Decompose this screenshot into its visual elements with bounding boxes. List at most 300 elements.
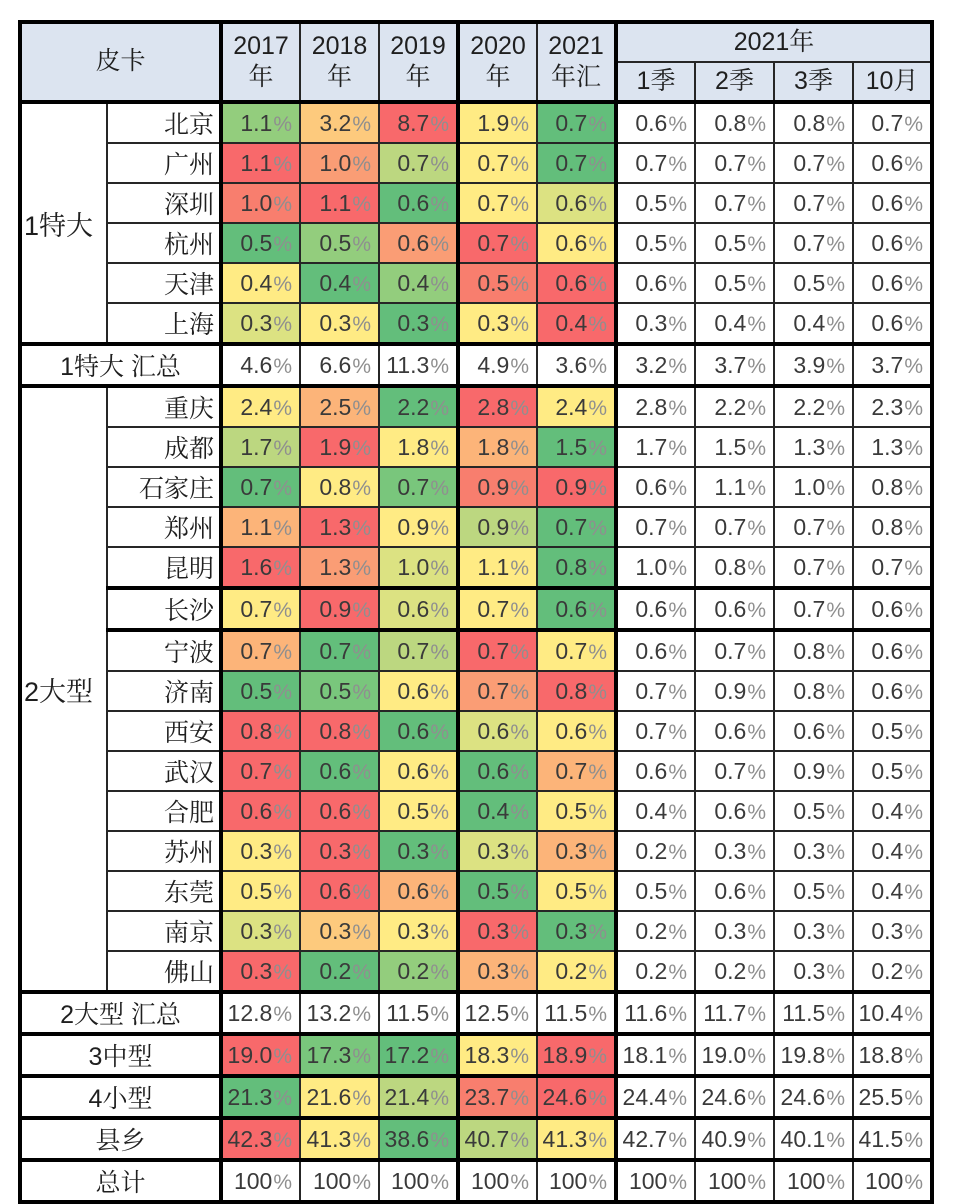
value-cell[interactable]: 0.3% bbox=[300, 303, 379, 344]
value-cell[interactable]: 0.6% bbox=[853, 183, 932, 223]
value-cell[interactable]: 0.6% bbox=[379, 871, 458, 911]
value-cell[interactable]: 1.8% bbox=[458, 427, 537, 467]
value-cell[interactable]: 10.4% bbox=[853, 992, 932, 1034]
table-title-cell[interactable]: 皮卡 bbox=[20, 22, 221, 102]
value-cell[interactable]: 0.6% bbox=[221, 791, 300, 831]
value-cell[interactable]: 1.1% bbox=[300, 183, 379, 223]
value-cell[interactable]: 13.2% bbox=[300, 992, 379, 1034]
value-cell[interactable]: 0.5% bbox=[221, 671, 300, 711]
value-cell[interactable]: 3.2% bbox=[616, 344, 695, 386]
value-cell[interactable]: 3.7% bbox=[695, 344, 774, 386]
value-cell[interactable]: 0.5% bbox=[695, 223, 774, 263]
value-cell[interactable]: 0.5% bbox=[774, 791, 853, 831]
value-cell[interactable]: 0.7% bbox=[458, 630, 537, 671]
value-cell[interactable]: 0.3% bbox=[300, 911, 379, 951]
value-cell[interactable]: 0.7% bbox=[616, 507, 695, 547]
value-cell[interactable]: 1.3% bbox=[300, 547, 379, 588]
city-label[interactable]: 武汉 bbox=[107, 751, 221, 791]
col-header-2020[interactable]: 2020年 bbox=[458, 22, 537, 102]
table-body bbox=[20, 102, 932, 1202]
value-cell[interactable]: 40.1% bbox=[774, 1118, 853, 1160]
city-label[interactable]: 深圳 bbox=[107, 183, 221, 223]
value-cell[interactable]: 2.4% bbox=[221, 386, 300, 427]
value-cell[interactable]: 2.8% bbox=[616, 386, 695, 427]
value-cell[interactable]: 0.5% bbox=[300, 223, 379, 263]
city-label[interactable]: 宁波 bbox=[107, 630, 221, 671]
value-cell[interactable]: 0.5% bbox=[853, 751, 932, 791]
table-row bbox=[20, 547, 932, 588]
value-cell[interactable]: 0.5% bbox=[616, 183, 695, 223]
value-cell[interactable]: 0.7% bbox=[379, 467, 458, 507]
value-cell[interactable]: 0.7% bbox=[537, 630, 616, 671]
value-cell[interactable]: 0.6% bbox=[379, 588, 458, 630]
value-cell[interactable]: 0.8% bbox=[695, 102, 774, 143]
value-cell[interactable]: 2.4% bbox=[537, 386, 616, 427]
value-cell[interactable]: 0.4% bbox=[853, 791, 932, 831]
value-cell[interactable]: 0.6% bbox=[379, 711, 458, 751]
value-cell[interactable]: 1.0% bbox=[616, 547, 695, 588]
city-label[interactable]: 南京 bbox=[107, 911, 221, 951]
value-cell[interactable]: 24.6% bbox=[695, 1076, 774, 1118]
value-cell[interactable]: 1.1% bbox=[221, 102, 300, 143]
value-cell[interactable]: 0.7% bbox=[695, 183, 774, 223]
summary-label[interactable]: 2大型 汇总 bbox=[20, 992, 221, 1034]
value-cell[interactable]: 0.6% bbox=[616, 467, 695, 507]
value-cell[interactable]: 0.3% bbox=[221, 303, 300, 344]
value-cell[interactable]: 0.7% bbox=[221, 467, 300, 507]
value-cell[interactable]: 0.3% bbox=[458, 951, 537, 992]
value-cell[interactable]: 40.7% bbox=[458, 1118, 537, 1160]
table-row bbox=[20, 671, 932, 711]
value-cell[interactable]: 0.8% bbox=[221, 711, 300, 751]
value-cell[interactable]: 0.6% bbox=[379, 751, 458, 791]
summary-label[interactable]: 县乡 bbox=[20, 1118, 221, 1160]
value-cell[interactable]: 1.9% bbox=[458, 102, 537, 143]
value-cell[interactable]: 0.6% bbox=[537, 263, 616, 303]
value-cell[interactable]: 11.3% bbox=[379, 344, 458, 386]
value-cell[interactable]: 0.3% bbox=[774, 831, 853, 871]
value-cell[interactable]: 0.8% bbox=[774, 102, 853, 143]
value-cell[interactable]: 2.2% bbox=[774, 386, 853, 427]
value-cell[interactable]: 0.7% bbox=[221, 588, 300, 630]
value-cell[interactable]: 0.2% bbox=[616, 951, 695, 992]
value-cell[interactable]: 0.9% bbox=[537, 467, 616, 507]
value-cell[interactable]: 11.5% bbox=[379, 992, 458, 1034]
value-cell[interactable]: 0.5% bbox=[300, 671, 379, 711]
value-cell[interactable]: 1.7% bbox=[221, 427, 300, 467]
value-cell[interactable]: 0.9% bbox=[458, 467, 537, 507]
col-header-2019[interactable]: 2019年 bbox=[379, 22, 458, 102]
value-cell[interactable]: 1.1% bbox=[458, 547, 537, 588]
value-cell[interactable]: 0.7% bbox=[300, 630, 379, 671]
value-cell[interactable]: 0.4% bbox=[379, 263, 458, 303]
value-cell[interactable]: 0.7% bbox=[853, 547, 932, 588]
value-cell[interactable]: 0.7% bbox=[537, 507, 616, 547]
summary-label[interactable]: 总计 bbox=[20, 1160, 221, 1202]
value-cell[interactable]: 0.8% bbox=[300, 467, 379, 507]
value-cell[interactable]: 0.8% bbox=[853, 467, 932, 507]
value-cell[interactable]: 0.6% bbox=[379, 223, 458, 263]
value-cell[interactable]: 0.7% bbox=[379, 143, 458, 183]
value-cell[interactable]: 21.6% bbox=[300, 1076, 379, 1118]
value-cell[interactable]: 0.6% bbox=[379, 671, 458, 711]
value-cell[interactable]: 41.5% bbox=[853, 1118, 932, 1160]
value-cell[interactable]: 0.9% bbox=[774, 751, 853, 791]
value-cell[interactable]: 0.5% bbox=[458, 263, 537, 303]
value-cell[interactable]: 17.2% bbox=[379, 1034, 458, 1076]
value-cell[interactable]: 2.2% bbox=[379, 386, 458, 427]
value-cell[interactable]: 1.5% bbox=[695, 427, 774, 467]
table-row bbox=[20, 102, 932, 143]
table-row bbox=[20, 911, 932, 951]
value-cell[interactable]: 0.4% bbox=[853, 831, 932, 871]
city-label[interactable]: 合肥 bbox=[107, 791, 221, 831]
col-header-q1[interactable]: 1季 bbox=[616, 62, 695, 102]
value-cell[interactable]: 1.6% bbox=[221, 547, 300, 588]
value-cell[interactable]: 40.9% bbox=[695, 1118, 774, 1160]
value-cell[interactable]: 0.7% bbox=[221, 751, 300, 791]
value-cell[interactable]: 0.4% bbox=[774, 303, 853, 344]
value-cell[interactable]: 0.7% bbox=[537, 751, 616, 791]
value-cell[interactable]: 0.7% bbox=[458, 223, 537, 263]
value-cell[interactable]: 11.5% bbox=[537, 992, 616, 1034]
value-cell[interactable]: 25.5% bbox=[853, 1076, 932, 1118]
table-row bbox=[20, 630, 932, 671]
value-cell[interactable]: 0.6% bbox=[853, 630, 932, 671]
value-cell[interactable]: 3.2% bbox=[300, 102, 379, 143]
value-cell[interactable]: 0.7% bbox=[695, 507, 774, 547]
value-cell[interactable]: 0.7% bbox=[616, 143, 695, 183]
table-row bbox=[20, 1118, 932, 1160]
value-cell[interactable]: 0.3% bbox=[458, 831, 537, 871]
value-cell[interactable]: 0.6% bbox=[853, 671, 932, 711]
summary-label[interactable]: 3中型 bbox=[20, 1034, 221, 1076]
col-header-2021ytd[interactable]: 2021年汇 bbox=[537, 22, 616, 102]
value-cell[interactable]: 0.8% bbox=[300, 711, 379, 751]
value-cell[interactable]: 0.6% bbox=[458, 711, 537, 751]
value-cell[interactable]: 0.2% bbox=[300, 951, 379, 992]
table-row bbox=[20, 223, 932, 263]
value-cell[interactable]: 0.6% bbox=[300, 871, 379, 911]
col-header-q3[interactable]: 3季 bbox=[774, 62, 853, 102]
value-cell[interactable]: 0.7% bbox=[458, 588, 537, 630]
value-cell[interactable]: 0.6% bbox=[616, 751, 695, 791]
value-cell[interactable]: 100% bbox=[458, 1160, 537, 1202]
value-cell[interactable]: 0.4% bbox=[300, 263, 379, 303]
value-cell[interactable]: 11.6% bbox=[616, 992, 695, 1034]
value-cell[interactable]: 100% bbox=[221, 1160, 300, 1202]
value-cell[interactable]: 4.6% bbox=[221, 344, 300, 386]
city-label[interactable]: 成都 bbox=[107, 427, 221, 467]
value-cell[interactable]: 0.6% bbox=[695, 711, 774, 751]
city-label[interactable]: 西安 bbox=[107, 711, 221, 751]
value-cell[interactable]: 0.8% bbox=[537, 671, 616, 711]
value-cell[interactable]: 0.2% bbox=[379, 951, 458, 992]
value-cell[interactable]: 0.6% bbox=[853, 143, 932, 183]
value-cell[interactable]: 3.6% bbox=[537, 344, 616, 386]
value-cell[interactable]: 0.5% bbox=[221, 223, 300, 263]
value-cell[interactable]: 100% bbox=[616, 1160, 695, 1202]
value-cell[interactable]: 0.7% bbox=[537, 143, 616, 183]
summary-label[interactable]: 1特大 汇总 bbox=[20, 344, 221, 386]
value-cell[interactable]: 0.6% bbox=[853, 588, 932, 630]
value-cell[interactable]: 0.7% bbox=[774, 223, 853, 263]
value-cell[interactable]: 0.7% bbox=[695, 751, 774, 791]
table-row bbox=[20, 751, 932, 791]
value-cell[interactable]: 2.5% bbox=[300, 386, 379, 427]
value-cell[interactable]: 41.3% bbox=[537, 1118, 616, 1160]
city-label[interactable]: 昆明 bbox=[107, 547, 221, 588]
value-cell[interactable]: 1.9% bbox=[300, 427, 379, 467]
city-label[interactable]: 长沙 bbox=[107, 588, 221, 630]
value-cell[interactable]: 0.3% bbox=[379, 831, 458, 871]
value-cell[interactable]: 0.5% bbox=[458, 871, 537, 911]
value-cell[interactable]: 0.6% bbox=[853, 263, 932, 303]
value-cell[interactable]: 3.7% bbox=[853, 344, 932, 386]
value-cell[interactable]: 0.2% bbox=[853, 951, 932, 992]
value-cell[interactable]: 0.6% bbox=[616, 588, 695, 630]
value-cell[interactable]: 2.8% bbox=[458, 386, 537, 427]
value-cell[interactable]: 1.7% bbox=[616, 427, 695, 467]
value-cell[interactable]: 1.3% bbox=[774, 427, 853, 467]
value-cell[interactable]: 0.8% bbox=[537, 547, 616, 588]
value-cell[interactable]: 0.6% bbox=[616, 630, 695, 671]
value-cell[interactable]: 19.0% bbox=[221, 1034, 300, 1076]
value-cell[interactable]: 17.3% bbox=[300, 1034, 379, 1076]
value-cell[interactable]: 100% bbox=[774, 1160, 853, 1202]
value-cell[interactable]: 0.8% bbox=[853, 507, 932, 547]
city-label[interactable]: 郑州 bbox=[107, 507, 221, 547]
col-header-2018[interactable]: 2018年 bbox=[300, 22, 379, 102]
city-label[interactable]: 佛山 bbox=[107, 951, 221, 992]
value-cell[interactable]: 2.2% bbox=[695, 386, 774, 427]
value-cell[interactable]: 100% bbox=[379, 1160, 458, 1202]
value-cell[interactable]: 0.2% bbox=[537, 951, 616, 992]
value-cell[interactable]: 0.3% bbox=[616, 303, 695, 344]
value-cell[interactable]: 0.3% bbox=[300, 831, 379, 871]
value-cell[interactable]: 0.9% bbox=[379, 507, 458, 547]
value-cell[interactable]: 1.0% bbox=[300, 143, 379, 183]
value-cell[interactable]: 0.5% bbox=[853, 711, 932, 751]
value-cell[interactable]: 0.4% bbox=[616, 791, 695, 831]
value-cell[interactable]: 2.3% bbox=[853, 386, 932, 427]
value-cell[interactable]: 0.7% bbox=[774, 507, 853, 547]
value-cell[interactable]: 0.6% bbox=[616, 102, 695, 143]
value-cell[interactable]: 0.6% bbox=[537, 588, 616, 630]
value-cell[interactable]: 18.3% bbox=[458, 1034, 537, 1076]
value-cell[interactable]: 0.3% bbox=[695, 831, 774, 871]
value-cell[interactable]: 0.3% bbox=[853, 911, 932, 951]
value-cell[interactable]: 0.7% bbox=[774, 143, 853, 183]
value-cell[interactable]: 0.5% bbox=[774, 871, 853, 911]
value-cell[interactable]: 0.7% bbox=[616, 671, 695, 711]
value-cell[interactable]: 1.5% bbox=[537, 427, 616, 467]
value-cell[interactable]: 38.6% bbox=[379, 1118, 458, 1160]
value-cell[interactable]: 42.7% bbox=[616, 1118, 695, 1160]
col-header-2017[interactable]: 2017年 bbox=[221, 22, 300, 102]
value-cell[interactable]: 1.3% bbox=[300, 507, 379, 547]
table-row bbox=[20, 831, 932, 871]
city-label[interactable]: 广州 bbox=[107, 143, 221, 183]
value-cell[interactable]: 0.3% bbox=[379, 911, 458, 951]
value-cell[interactable]: 1.0% bbox=[221, 183, 300, 223]
table-header bbox=[20, 22, 932, 102]
value-cell[interactable]: 1.0% bbox=[379, 547, 458, 588]
value-cell[interactable]: 0.7% bbox=[853, 102, 932, 143]
value-cell[interactable]: 0.8% bbox=[774, 671, 853, 711]
value-cell[interactable]: 100% bbox=[537, 1160, 616, 1202]
value-cell[interactable]: 8.7% bbox=[379, 102, 458, 143]
value-cell[interactable]: 0.6% bbox=[537, 223, 616, 263]
value-cell[interactable]: 0.2% bbox=[695, 951, 774, 992]
value-cell[interactable]: 0.6% bbox=[774, 711, 853, 751]
value-cell[interactable]: 0.3% bbox=[774, 911, 853, 951]
value-cell[interactable]: 24.6% bbox=[537, 1076, 616, 1118]
value-cell[interactable]: 42.3% bbox=[221, 1118, 300, 1160]
value-cell[interactable]: 0.4% bbox=[695, 303, 774, 344]
value-cell[interactable]: 0.5% bbox=[695, 263, 774, 303]
city-label[interactable]: 济南 bbox=[107, 671, 221, 711]
data-table bbox=[18, 20, 934, 1204]
value-cell[interactable]: 0.6% bbox=[537, 711, 616, 751]
value-cell[interactable]: 0.3% bbox=[221, 951, 300, 992]
value-cell[interactable]: 0.3% bbox=[458, 911, 537, 951]
city-label[interactable]: 北京 bbox=[107, 102, 221, 143]
value-cell[interactable]: 1.0% bbox=[774, 467, 853, 507]
value-cell[interactable]: 0.7% bbox=[458, 671, 537, 711]
value-cell[interactable]: 100% bbox=[853, 1160, 932, 1202]
value-cell[interactable]: 0.7% bbox=[379, 630, 458, 671]
value-cell[interactable]: 0.7% bbox=[458, 183, 537, 223]
value-cell[interactable]: 0.6% bbox=[300, 751, 379, 791]
value-cell[interactable]: 23.7% bbox=[458, 1076, 537, 1118]
col-header-q2[interactable]: 2季 bbox=[695, 62, 774, 102]
value-cell[interactable]: 1.1% bbox=[221, 507, 300, 547]
city-label[interactable]: 上海 bbox=[107, 303, 221, 344]
value-cell[interactable]: 11.5% bbox=[774, 992, 853, 1034]
value-cell[interactable]: 0.6% bbox=[695, 871, 774, 911]
value-cell[interactable]: 0.7% bbox=[695, 143, 774, 183]
value-cell[interactable]: 0.9% bbox=[695, 671, 774, 711]
value-cell[interactable]: 0.3% bbox=[221, 911, 300, 951]
value-cell[interactable]: 0.7% bbox=[221, 630, 300, 671]
city-label[interactable]: 重庆 bbox=[107, 386, 221, 427]
value-cell[interactable]: 0.2% bbox=[616, 911, 695, 951]
value-cell[interactable]: 0.5% bbox=[616, 871, 695, 911]
value-cell[interactable]: 0.3% bbox=[537, 911, 616, 951]
value-cell[interactable]: 0.8% bbox=[774, 630, 853, 671]
value-cell[interactable]: 100% bbox=[695, 1160, 774, 1202]
value-cell[interactable]: 0.3% bbox=[537, 831, 616, 871]
value-cell[interactable]: 0.4% bbox=[221, 263, 300, 303]
value-cell[interactable]: 4.9% bbox=[458, 344, 537, 386]
value-cell[interactable]: 0.3% bbox=[774, 951, 853, 992]
value-cell[interactable]: 0.4% bbox=[853, 871, 932, 911]
value-cell[interactable]: 0.6% bbox=[537, 183, 616, 223]
value-cell[interactable]: 0.5% bbox=[379, 791, 458, 831]
table-row bbox=[20, 263, 932, 303]
value-cell[interactable]: 0.5% bbox=[616, 223, 695, 263]
col-group-header-2021[interactable]: 2021年 bbox=[616, 22, 932, 62]
value-cell[interactable]: 19.0% bbox=[695, 1034, 774, 1076]
value-cell[interactable]: 24.4% bbox=[616, 1076, 695, 1118]
value-cell[interactable]: 19.8% bbox=[774, 1034, 853, 1076]
value-cell[interactable]: 1.1% bbox=[221, 143, 300, 183]
value-cell[interactable]: 18.9% bbox=[537, 1034, 616, 1076]
value-cell[interactable]: 12.8% bbox=[221, 992, 300, 1034]
summary-label[interactable]: 4小型 bbox=[20, 1076, 221, 1118]
table-row bbox=[20, 507, 932, 547]
value-cell[interactable]: 0.6% bbox=[616, 263, 695, 303]
table-row bbox=[20, 1160, 932, 1202]
value-cell[interactable]: 0.5% bbox=[537, 871, 616, 911]
value-cell[interactable]: 0.7% bbox=[616, 711, 695, 751]
value-cell[interactable]: 0.5% bbox=[774, 263, 853, 303]
value-cell[interactable]: 0.6% bbox=[458, 751, 537, 791]
value-cell[interactable]: 0.6% bbox=[300, 791, 379, 831]
value-cell[interactable]: 0.6% bbox=[695, 791, 774, 831]
table-row bbox=[20, 711, 932, 751]
value-cell[interactable]: 0.3% bbox=[221, 831, 300, 871]
group-label[interactable]: 2大型 bbox=[20, 386, 107, 992]
city-label[interactable]: 苏州 bbox=[107, 831, 221, 871]
col-header-oct[interactable]: 10月 bbox=[853, 62, 932, 102]
value-cell[interactable]: 0.4% bbox=[537, 303, 616, 344]
value-cell[interactable]: 24.6% bbox=[774, 1076, 853, 1118]
value-cell[interactable]: 0.3% bbox=[379, 303, 458, 344]
value-cell[interactable]: 1.1% bbox=[695, 467, 774, 507]
value-cell[interactable]: 0.6% bbox=[379, 183, 458, 223]
value-cell[interactable]: 0.7% bbox=[774, 588, 853, 630]
value-cell[interactable]: 0.7% bbox=[537, 102, 616, 143]
group-label[interactable]: 1特大 bbox=[20, 102, 107, 344]
city-label[interactable]: 杭州 bbox=[107, 223, 221, 263]
value-cell[interactable]: 11.7% bbox=[695, 992, 774, 1034]
value-cell[interactable]: 21.3% bbox=[221, 1076, 300, 1118]
value-cell[interactable]: 18.8% bbox=[853, 1034, 932, 1076]
value-cell[interactable]: 41.3% bbox=[300, 1118, 379, 1160]
value-cell[interactable]: 3.9% bbox=[774, 344, 853, 386]
value-cell[interactable]: 1.3% bbox=[853, 427, 932, 467]
value-cell[interactable]: 0.9% bbox=[300, 588, 379, 630]
value-cell[interactable]: 0.2% bbox=[616, 831, 695, 871]
value-cell[interactable]: 0.4% bbox=[458, 791, 537, 831]
value-cell[interactable]: 0.9% bbox=[458, 507, 537, 547]
value-cell[interactable]: 100% bbox=[300, 1160, 379, 1202]
value-cell[interactable]: 0.3% bbox=[458, 303, 537, 344]
value-cell[interactable]: 18.1% bbox=[616, 1034, 695, 1076]
value-cell[interactable]: 6.6% bbox=[300, 344, 379, 386]
value-cell[interactable]: 0.6% bbox=[853, 303, 932, 344]
value-cell[interactable]: 0.7% bbox=[774, 183, 853, 223]
value-cell[interactable]: 0.7% bbox=[695, 630, 774, 671]
value-cell[interactable]: 21.4% bbox=[379, 1076, 458, 1118]
value-cell[interactable]: 12.5% bbox=[458, 992, 537, 1034]
value-cell[interactable]: 0.6% bbox=[853, 223, 932, 263]
value-cell[interactable]: 0.3% bbox=[695, 911, 774, 951]
value-cell[interactable]: 0.5% bbox=[221, 871, 300, 911]
value-cell[interactable]: 0.6% bbox=[695, 588, 774, 630]
value-cell[interactable]: 0.5% bbox=[537, 791, 616, 831]
value-cell[interactable]: 0.8% bbox=[695, 547, 774, 588]
value-cell[interactable]: 0.7% bbox=[774, 547, 853, 588]
value-cell[interactable]: 0.7% bbox=[458, 143, 537, 183]
table-row bbox=[20, 427, 932, 467]
city-label[interactable]: 天津 bbox=[107, 263, 221, 303]
city-label[interactable]: 石家庄 bbox=[107, 467, 221, 507]
value-cell[interactable]: 1.8% bbox=[379, 427, 458, 467]
city-label[interactable]: 东莞 bbox=[107, 871, 221, 911]
